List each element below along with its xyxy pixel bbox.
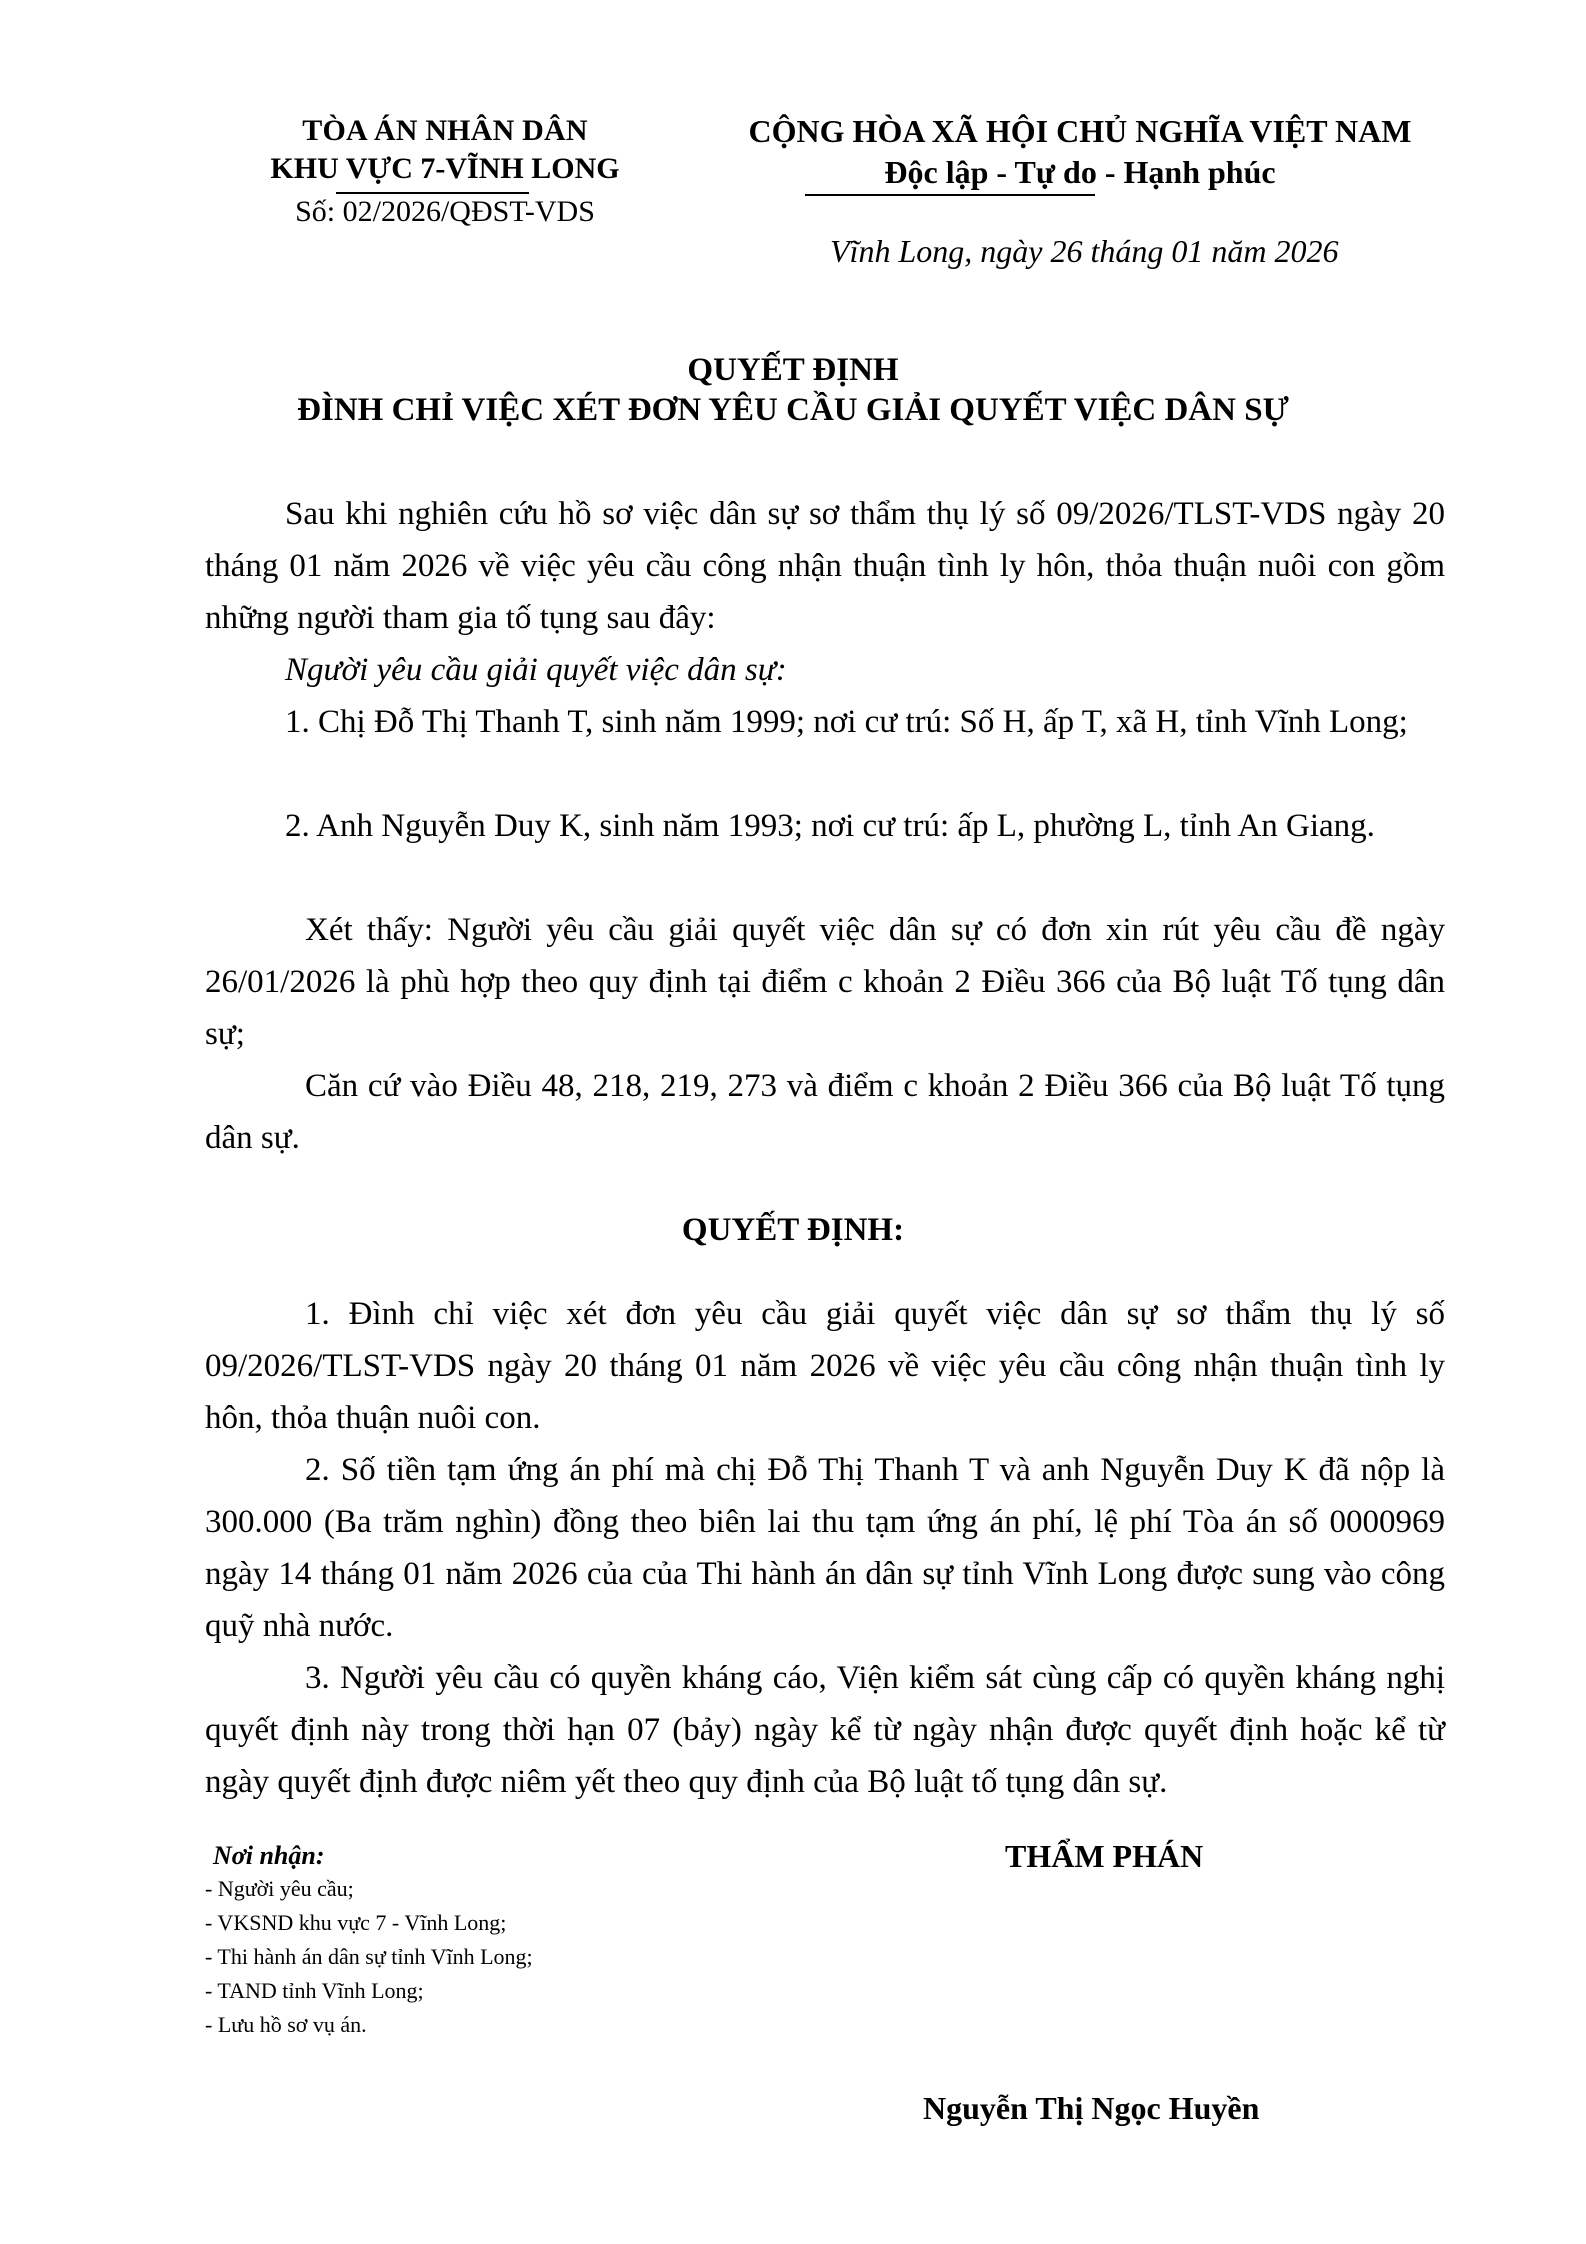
recipient-item: - Lưu hồ sơ vụ án.	[205, 2012, 367, 2037]
place-and-date: Vĩnh Long, ngày 26 tháng 01 năm 2026	[830, 233, 1339, 269]
recipient-item: - TAND tỉnh Vĩnh Long;	[205, 1978, 424, 2003]
decision-item-3: 3. Người yêu cầu có quyền kháng cáo, Viện kiểm sát cùng cấp có quyền kháng nghị quyết định này trong thời hạn 07 (bảy) ngày kể từ ngày nhận được quyết định hoặc kể từ ngày quyết định được niêm yết theo quy định của Bộ luật tố tụng dân sự.	[205, 1660, 1445, 1800]
decision-heading: QUYẾT ĐỊNH:	[681, 1212, 905, 1248]
court-name-line1: TÒA ÁN NHÂN DÂN	[302, 114, 588, 147]
national-header	[690, 112, 1470, 192]
recipient-item: - Người yêu cầu;	[205, 1876, 354, 1901]
recipients-heading: Nơi nhận:	[213, 1841, 325, 1870]
motto-underline	[805, 194, 1095, 196]
recipient-item: - VKSND khu vực 7 - Vĩnh Long;	[205, 1910, 507, 1935]
recipients-block	[205, 1840, 533, 2042]
title-line2: ĐÌNH CHỈ VIỆC XÉT ĐƠN YÊU CẦU GIẢI QUYẾT VIỆC DÂN SỰ	[297, 392, 1289, 428]
document-number: Số: 02/2026/QĐST-VDS	[295, 195, 595, 228]
decision-item-2: 2. Số tiền tạm ứng án phí mà chị Đỗ Thị Thanh T và anh Nguyễn Duy K đã nộp là 300.000 (Ba trăm nghìn) đồng theo biên lai thu tạm ứng án phí, lệ phí Tòa án số 0000969 ngày 14 tháng 01 năm 2026 của của Thi hành án dân sự tỉnh Vĩnh Long được sung vào công quỹ nhà nước.	[205, 1452, 1445, 1644]
signer-name: Nguyễn Thị Ngọc Huyền	[923, 2090, 1260, 2126]
intro-paragraph: Sau khi nghiên cứu hồ sơ việc dân sự sơ thẩm thụ lý số 09/2026/TLST-VDS ngày 20 tháng 01 năm 2026 về việc yêu cầu công nhận thuận tình ly hôn, thỏa thuận nuôi con gồm những người tham gia tố tụng sau đây:	[205, 496, 1445, 636]
national-motto: Độc lập - Tự do - Hạnh phúc	[884, 154, 1276, 190]
document-title	[0, 350, 1586, 430]
recipient-item: - Thi hành án dân sự tỉnh Vĩnh Long;	[205, 1944, 533, 1969]
consideration-paragraph: Xét thấy: Người yêu cầu giải quyết việc dân sự có đơn xin rút yêu cầu đề ngày 26/01/2026 là phù hợp theo quy định tại điểm c khoản 2 Điều 366 của Bộ luật Tố tụng dân sự;	[205, 912, 1445, 1052]
nation-name: CỘNG HÒA XÃ HỘI CHỦ NGHĨA VIỆT NAM	[748, 113, 1412, 149]
parties-label: Người yêu cầu giải quyết việc dân sự:	[285, 652, 787, 688]
court-name-line2: KHU VỰC 7-VĨNH LONG	[270, 152, 620, 185]
party-1: 1. Chị Đỗ Thị Thanh T, sinh năm 1999; nơi cư trú: Số H, ấp T, xã H, tỉnh Vĩnh Long;	[285, 704, 1408, 740]
court-header	[235, 112, 655, 232]
party-2: 2. Anh Nguyễn Duy K, sinh năm 1993; nơi cư trú: ấp L, phường L, tỉnh An Giang.	[285, 808, 1375, 844]
decision-item-1: 1. Đình chỉ việc xét đơn yêu cầu giải quyết việc dân sự sơ thẩm thụ lý số 09/2026/TLST-VDS ngày 20 tháng 01 năm 2026 về việc yêu cầu công nhận thuận tình ly hôn, thỏa thuận nuôi con.	[205, 1296, 1445, 1436]
legal-basis-paragraph: Căn cứ vào Điều 48, 218, 219, 273 và điểm c khoản 2 Điều 366 của Bộ luật Tố tụng dân sự.	[205, 1068, 1445, 1156]
signer-title: THẨM PHÁN	[1005, 1838, 1204, 1874]
court-underline	[336, 192, 529, 194]
title-line1: QUYẾT ĐỊNH	[687, 352, 899, 388]
